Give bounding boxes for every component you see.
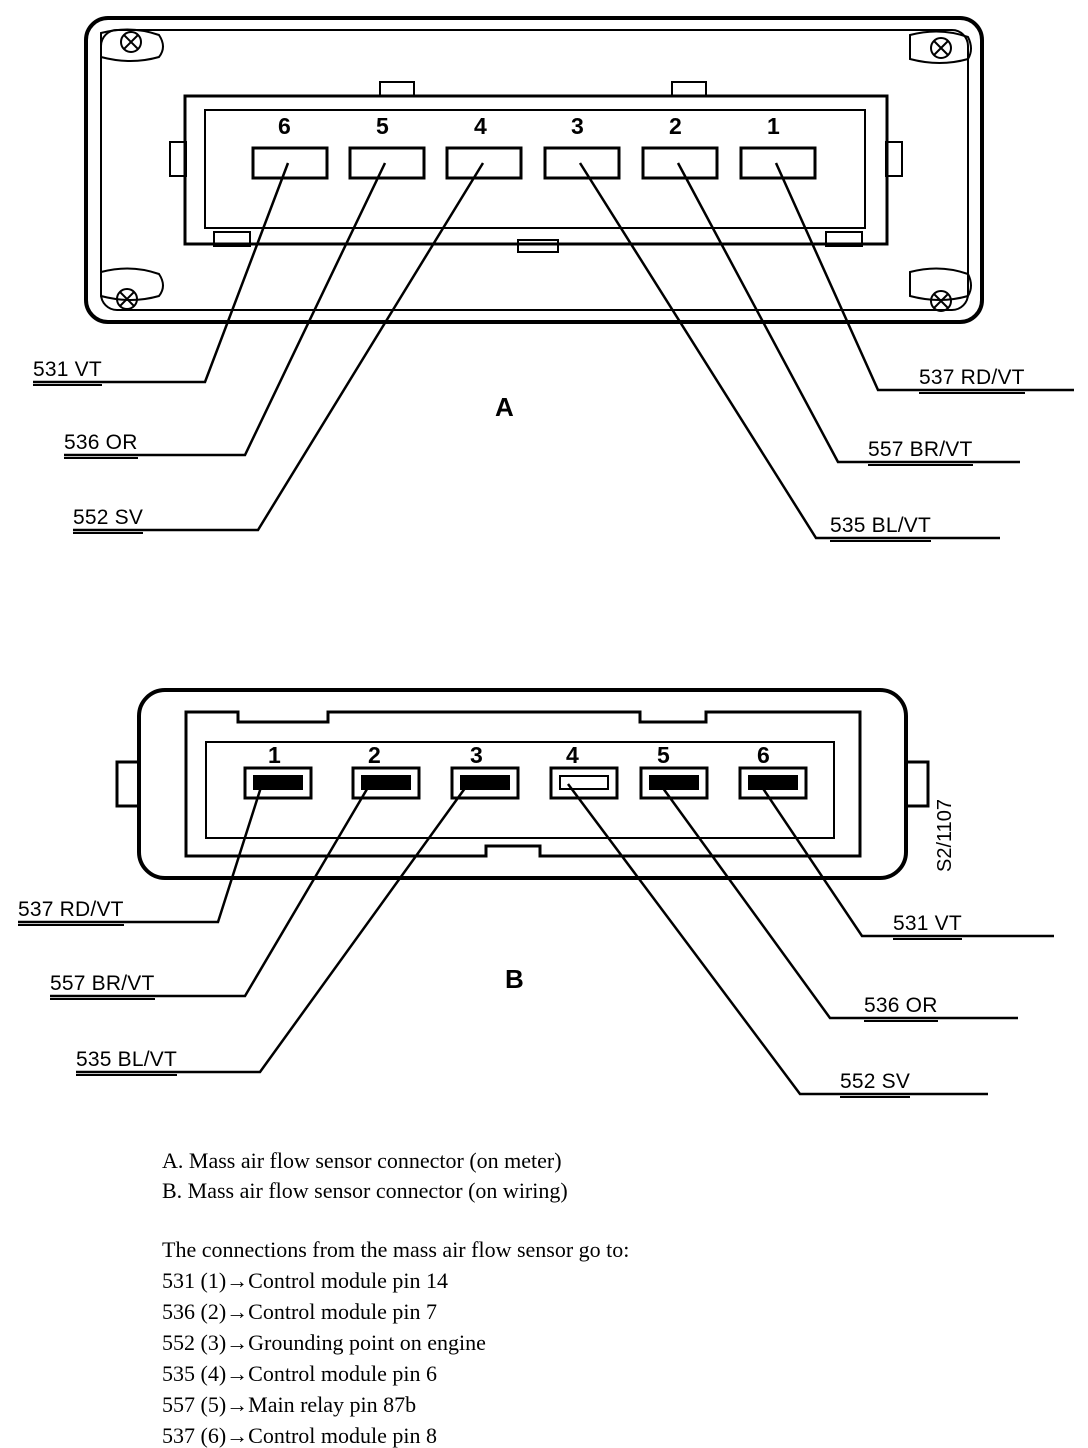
connector-b-pin-3-number: 3	[470, 742, 483, 768]
connector-a-pin-4-number: 4	[474, 113, 487, 139]
connection-notes	[162, 1234, 629, 1448]
connector-b-letter: B	[505, 964, 524, 994]
connector-a-letter: A	[495, 392, 514, 422]
note-item-537: 537 (6)→Control module pin 8	[162, 1423, 437, 1448]
legend-line-b: B. Mass air flow sensor connector (on wiring)	[162, 1178, 568, 1203]
connector-a-pin-1-number: 1	[767, 113, 780, 139]
label-552-sv-b: 552 SV	[840, 1070, 910, 1098]
connector-a-leader-lines	[33, 163, 1074, 538]
label-537-rdvt-b: 537 RD/VT	[18, 898, 124, 926]
label-537-rdvt-a: 537 RD/VT	[919, 366, 1025, 394]
connector-a-pin-3-number: 3	[571, 113, 584, 139]
connector-b-pin-5-number: 5	[657, 742, 670, 768]
note-item-536: 536 (2)→Control module pin 7	[162, 1299, 437, 1324]
connector-a-pin-5-number: 5	[376, 113, 389, 139]
note-item-557: 557 (5)→Main relay pin 87b	[162, 1392, 417, 1417]
legend-line-a: A. Mass air flow sensor connector (on meter)	[162, 1148, 562, 1173]
connector-a-pin-6-number: 6	[278, 113, 291, 139]
connector-b-pin-4-number: 4	[566, 742, 579, 768]
label-536-or-a: 536 OR	[64, 431, 138, 459]
note-item-552: 552 (3)→Grounding point on engine	[162, 1330, 486, 1355]
connector-a-pin-2-number: 2	[669, 113, 682, 139]
notes-heading: The connections from the mass air flow sensor go to:	[162, 1237, 630, 1262]
connector-b-pin-2-number: 2	[368, 742, 381, 768]
connector-a-body	[86, 18, 982, 322]
figure-id-code: S2/1107	[934, 798, 956, 872]
label-535-blvt-b: 535 BL/VT	[76, 1048, 177, 1076]
label-557-brvt-b: 557 BR/VT	[50, 972, 155, 1000]
connector-b-pin-1-number: 1	[268, 742, 281, 768]
note-item-535: 535 (4)→Control module pin 6	[162, 1361, 437, 1386]
label-535-blvt-a: 535 BL/VT	[830, 514, 931, 542]
label-531-vt-a: 531 VT	[33, 358, 102, 386]
note-item-531: 531 (1)→Control module pin 14	[162, 1268, 448, 1293]
label-531-vt-b: 531 VT	[893, 912, 962, 940]
label-552-sv-a: 552 SV	[73, 506, 143, 534]
connector-b-body	[117, 690, 928, 878]
connector-b-pin-6-number: 6	[757, 742, 770, 768]
label-536-or-b: 536 OR	[864, 994, 938, 1022]
label-557-brvt-a: 557 BR/VT	[868, 438, 973, 466]
